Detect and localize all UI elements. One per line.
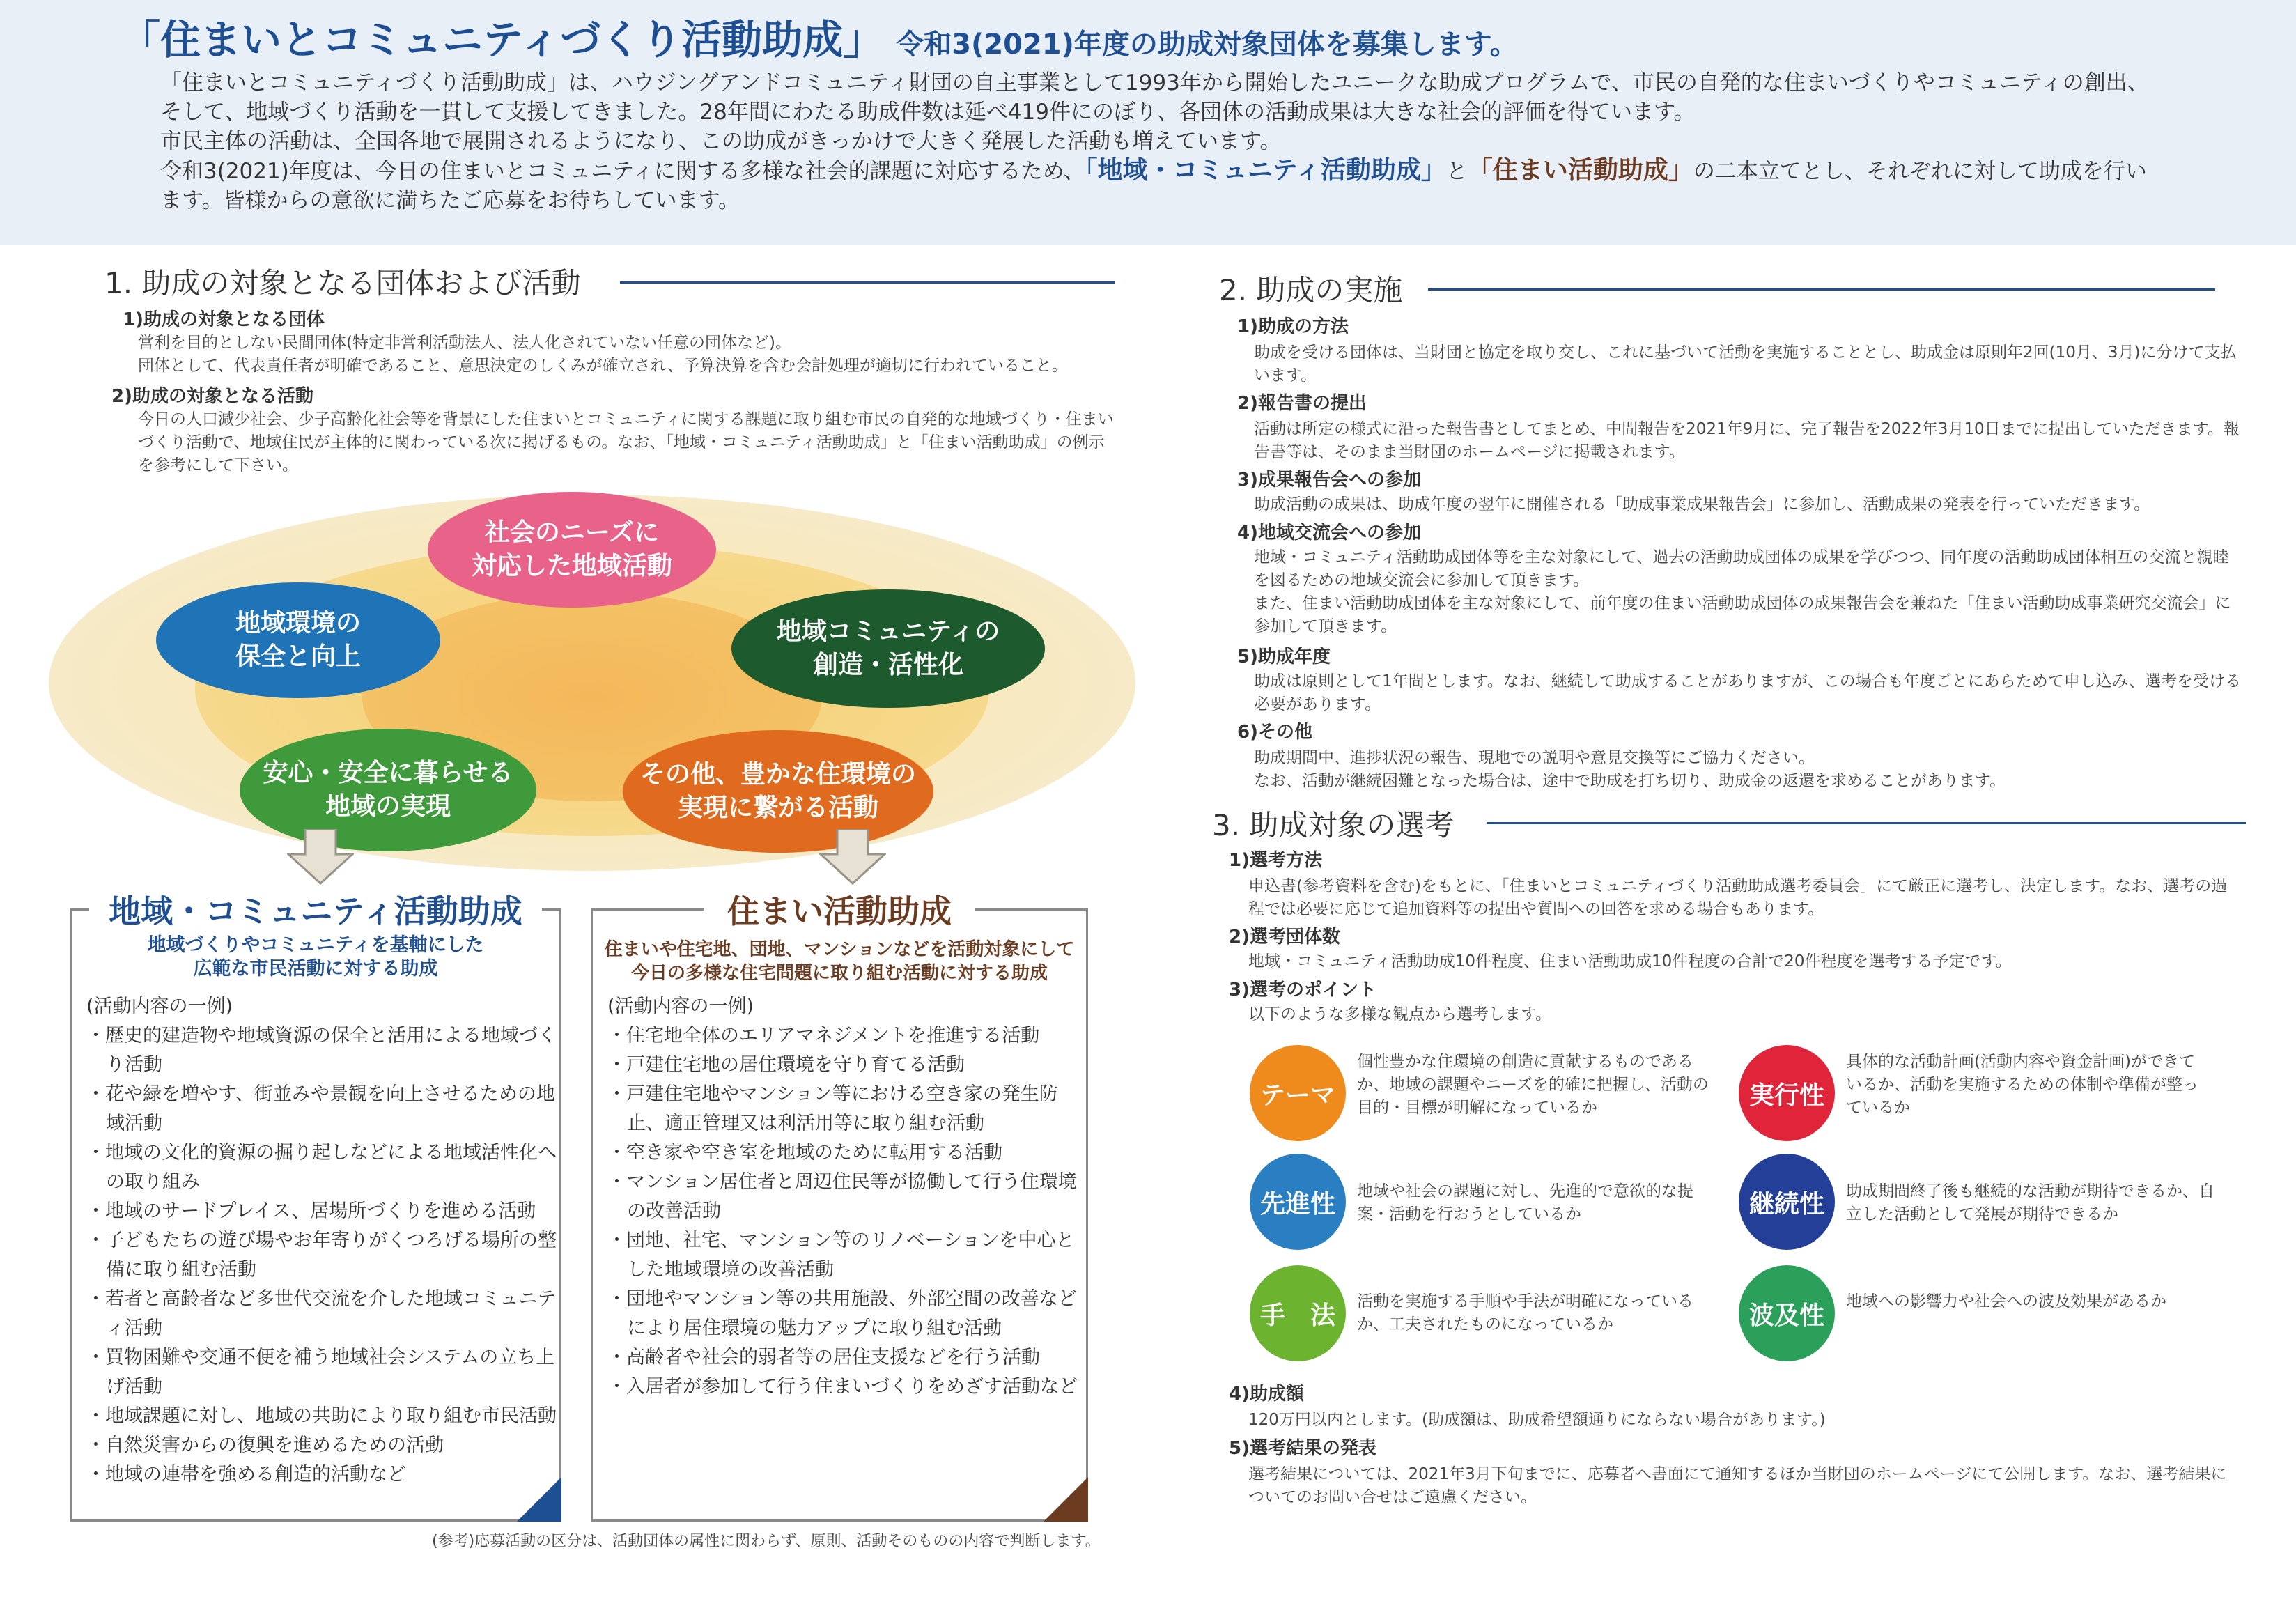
list-item: ・ 入居者が参加して行う住まいづくりをめざす活動など [607, 1372, 1085, 1402]
section1-rule [620, 281, 1115, 284]
housing-grant-list [607, 992, 1085, 1402]
section3-rule [1487, 822, 2246, 824]
criteria-theme-text: 個性豊かな住環境の創造に貢献するものであるか、地域の課題やニーズを的確に把握し、活動の目的・目標が明解になっているか [1357, 1053, 1709, 1117]
s2-i2-title: 2)報告書の提出 [1237, 393, 1367, 414]
criteria-spread-badge: 波及性 [1739, 1265, 1835, 1361]
s2-i3-text: 助成活動の成果は、助成年度の翌年に開催される「助成事業成果報告会」に参加し、活動成果の発表を行っていただきます。 [1254, 495, 2150, 513]
list-item: ・ 団地やマンション等の共用施設、外部空間の改善などにより居住環境の魅力アップに取り組む活動 [607, 1285, 1085, 1343]
list-item: ・ 地域の連帯を強める創造的活動など [86, 1460, 557, 1490]
criteria-continuity-badge: 継続性 [1739, 1154, 1835, 1250]
s3-i4-title: 4)助成額 [1229, 1384, 1304, 1405]
criteria-method-text: 活動を実施する手順や手法が明確になっているか、工夫されたものになっているか [1357, 1292, 1693, 1333]
intro-p3 [160, 156, 2166, 215]
criteria-feasibility-text: 具体的な活動計画(活動内容や資金計画)ができているか、活動を実施するための体制や準備が整っているか [1846, 1053, 2198, 1117]
intro-hl-community: 「地域・コミュニティ活動助成」 [1085, 156, 1446, 185]
s2-i6-title: 6)その他 [1237, 722, 1312, 743]
list-item: ・ 子どもたちの遊び場やお年寄りがくつろげる場所の整備に取り組む活動 [86, 1226, 557, 1285]
s2-i4-title: 4)地域交流会への参加 [1237, 523, 1421, 543]
intro-hl-housing: 「住まい活動助成」 [1467, 156, 1693, 185]
s1-sub2-title: 2)助成の対象となる活動 [111, 386, 313, 407]
community-list-head: (活動内容の一例) [86, 996, 233, 1017]
s2-i6-text [1254, 747, 2243, 793]
s3-i1-text: 申込書(参考資料を含む)をもとに、「住まいとコミュニティづくり活動助成選考委員会」にて厳正に選考し、決定します。なお、選考の過程では必要に応じて追加資料等の提出や質問への回答を求める場合もあります。 [1248, 877, 2228, 918]
intro-p2: 市民主体の活動は、全国各地で展開されるようになり、この助成がきっかけで大きく発展した活動も増えています。 [160, 129, 1282, 154]
criteria-spread-text: 地域への影響力や社会への波及効果があるか [1846, 1292, 2166, 1310]
s1-sub1-line2: 団体として、代表責任者が明確であること、意思決定のしくみが確立され、予算決算を含む会計処理が適切に行われていること。 [138, 357, 1068, 375]
criteria-method-badge: 手 法 [1250, 1265, 1346, 1361]
footnote: (参考)応募活動の区分は、活動団体の属性に関わらず、原則、活動そのものの内容で判断します。 [432, 1533, 1101, 1550]
housing-grant-subtitle: 住まいや住宅地、団地、マンションなどを活動対象にして 今日の多様な住宅問題に取り組む活動に対する助成 [604, 939, 1075, 984]
s2-i6-line1: 助成期間中、進捗状況の報告、現地での説明や意見交換等にご協力ください。 [1254, 749, 1815, 767]
bubble-environment [156, 582, 440, 698]
criteria-innovation-text: 地域や社会の課題に対し、先進的で意欲的な提案・活動を行おうとしているか [1357, 1182, 1693, 1223]
arrow-down-left-icon [287, 829, 354, 885]
page-title [120, 7, 1518, 65]
intro-text [160, 68, 2166, 215]
s3-i5-title: 5)選考結果の発表 [1229, 1438, 1376, 1459]
list-item: ・ 住宅地全体のエリアマネジメントを推進する活動 [607, 1021, 1085, 1051]
section2-rule [1428, 288, 2215, 291]
title-sub: 令和3(2021)年度の助成対象団体を募集します。 [896, 29, 1518, 61]
s1-sub1-title: 1)助成の対象となる団体 [123, 309, 325, 330]
list-item: ・ 若者と高齢者など多世代交流を介した地域コミュニティ活動 [86, 1285, 557, 1343]
s2-i6-line2: なお、活動が継続困難となった場合は、途中で助成を打ち切り、助成金の返還を求めることがあります。 [1254, 772, 2006, 790]
intro-p3b: と [1445, 159, 1468, 184]
s3-i3-text: 以下のような多様な観点から選考します。 [1248, 1005, 1552, 1023]
list-item: ・ 自然災害からの復興を進めるための活動 [86, 1431, 557, 1460]
section3-title: 3. 助成対象の選考 [1212, 808, 1455, 842]
intro-p3c: の二本立てとし、それぞれに対して助成を行います。皆様からの意欲に満ちたご応募をお待ちしています。 [160, 159, 2147, 213]
list-item: ・ 地域課題に対し、地域の共助により取り組む市民活動 [86, 1402, 557, 1431]
bubble-community [731, 589, 1045, 708]
section2-title: 2. 助成の実施 [1219, 273, 1403, 307]
community-grant-list [86, 992, 557, 1490]
community-corner-icon [517, 1477, 561, 1522]
s2-i2-text: 活動は所定の様式に沿った報告書としてまとめ、中間報告を2021年9月に、完了報告を2022年3月10日までに提出していただきます。報告書等は、そのまま当財団のホームページに掲載されます。 [1254, 420, 2240, 461]
list-item: ・ 花や緑を増やす、街並みや景観を向上させるための地域活動 [86, 1080, 557, 1138]
s1-sub2-text: 今日の人口減少社会、少子高齢化社会等を背景にした住まいとコミュニティに関する課題に取り組む市民の自発的な地域づくり・住まいづくり活動で、地域住民が主体的に関わっている次に掲げるもの。なお、「地域・コミュニティ活動助成」と「住まい活動助成」の例示を参考にして下さい。 [138, 410, 1114, 474]
s2-i4-line2: また、住まい活動助成団体を主な対象にして、前年度の住まい活動助成団体の成果報告会を兼ねた「住まい活動助成事業研究交流会」に参加して頂きます。 [1254, 594, 2231, 635]
s1-sub1-line1: 営利を目的としない民間団体(特定非営利活動法人、法人化されていない任意の団体など)。 [138, 334, 791, 352]
list-item: ・ 歴史的建造物や地域資源の保全と活用による地域づくり活動 [86, 1021, 557, 1080]
intro-p3a: 令和3(2021)年度は、今日の住まいとコミュニティに関する多様な社会的課題に対応するため、 [160, 159, 1085, 184]
bubble-social-needs-label: 社会のニーズに 対応した地域活動 [471, 518, 672, 580]
list-item: ・ 空き家や空き室を地域のために転用する活動 [607, 1138, 1085, 1168]
criteria-feasibility-badge: 実行性 [1739, 1045, 1835, 1141]
bubble-environment-label: 地域環境の 保全と向上 [235, 609, 361, 671]
criteria-continuity-text: 助成期間終了後も継続的な活動が期待できるか、自立した活動として発展が期待できるか [1846, 1182, 2214, 1223]
s2-i4-text [1254, 546, 2243, 638]
arrow-down-right-icon [819, 829, 886, 885]
s2-i1-text: 助成を受ける団体は、当財団と協定を取り交し、これに基づいて活動を実施することとし、助成金は原則年2回(10月、3月)に分けて支払います。 [1254, 343, 2237, 385]
title-main: 「住まいとコミュニティづくり活動助成」 [120, 16, 884, 63]
list-item: ・ 戸建住宅地やマンション等における空き家の発生防止、適正管理又は利活用等に取り組む活動 [607, 1080, 1085, 1138]
intro-p1: 「住まいとコミュニティづくり活動助成」は、ハウジングアンドコミュニティ財団の自主事業として1993年から開始したユニークな助成プログラムで、市民の自発的な住まいづくりやコミュニティの創出、そして、地域づくり活動を一貫して支援してきました。28年間にわたる助成件数は延べ419件にのぼり、各団体の活動成果は大きな社会的評価を得ています。 [160, 70, 2149, 125]
bubble-safety [240, 729, 536, 851]
s3-i2-text: 地域・コミュニティ活動助成10件程度、住まい活動助成10件程度の合計で20件程度を選考する予定です。 [1248, 952, 2012, 970]
criteria-innovation-badge: 先進性 [1250, 1154, 1346, 1250]
list-item: ・ 団地、社宅、マンション等のリノベーションを中心とした地域環境の改善活動 [607, 1226, 1085, 1285]
s2-i4-line1: 地域・コミュニティ活動助成団体等を主な対象にして、過去の活動助成団体の成果を学びつつ、同年度の活動助成団体相互の交流と親睦を図るための地域交流会に参加して頂きます。 [1254, 548, 2229, 589]
housing-corner-icon [1044, 1477, 1088, 1522]
s3-i5-text: 選考結果については、2021年3月下旬までに、応募者へ書面にて通知するほか当財団のホームページにて公開します。なお、選考結果についてのお問い合せはご遠慮ください。 [1248, 1465, 2227, 1506]
community-grant-title: 地域・コミュニティ活動助成 [89, 886, 542, 932]
list-item: ・ 高齢者や社会的弱者等の居住支援などを行う活動 [607, 1343, 1085, 1372]
list-item: ・ 地域のサードプレイス、居場所づくりを進める活動 [86, 1197, 557, 1226]
list-item: ・ マンション居住者と周辺住民等が協働して行う住環境の改善活動 [607, 1168, 1085, 1226]
s1-sub1-text [138, 332, 1127, 378]
bubble-social-needs [428, 492, 716, 608]
list-item: ・ 戸建住宅地の居住環境を守り育てる活動 [607, 1051, 1085, 1080]
s3-i3-title: 3)選考のポイント [1229, 980, 1376, 1000]
community-grant-subtitle: 地域づくりやコミュニティを基軸にした 広範な市民活動に対する助成 [147, 934, 484, 980]
s3-i1-title: 1)選考方法 [1229, 850, 1322, 871]
bubble-community-label: 地域コミュニティの 創造・活性化 [776, 617, 1000, 679]
bubble-living-env-label: その他、豊かな住環境の 実現に繋がる活動 [639, 760, 916, 822]
s3-i2-title: 2)選考団体数 [1229, 927, 1340, 948]
header-band [0, 0, 2296, 245]
criteria-theme-badge: テーマ [1250, 1045, 1346, 1141]
s2-i3-title: 3)成果報告会への参加 [1237, 470, 1421, 490]
housing-grant-title: 住まい活動助成 [704, 886, 975, 932]
section1-title: 1. 助成の対象となる団体および活動 [104, 266, 581, 300]
s2-i5-text: 助成は原則として1年間とします。なお、継続して助成することがありますが、この場合も年度ごとにあらためて申し込み、選考を受ける必要があります。 [1254, 672, 2242, 713]
bubble-safety-label: 安心・安全に暮らせる 地域の実現 [263, 759, 513, 821]
list-item: ・ 地域の文化的資源の掘り起しなどによる地域活性化への取り組み [86, 1138, 557, 1197]
s2-i5-title: 5)助成年度 [1237, 647, 1331, 667]
list-item: ・ 買物困難や交通不便を補う地域社会システムの立ち上げ活動 [86, 1343, 557, 1402]
bubble-living-env [623, 730, 933, 853]
s2-i1-title: 1)助成の方法 [1237, 316, 1349, 337]
s3-i4-text: 120万円以内とします。(助成額は、助成希望額通りにならない場合があります。) [1248, 1411, 1826, 1429]
housing-list-head: (活動内容の一例) [607, 996, 754, 1017]
